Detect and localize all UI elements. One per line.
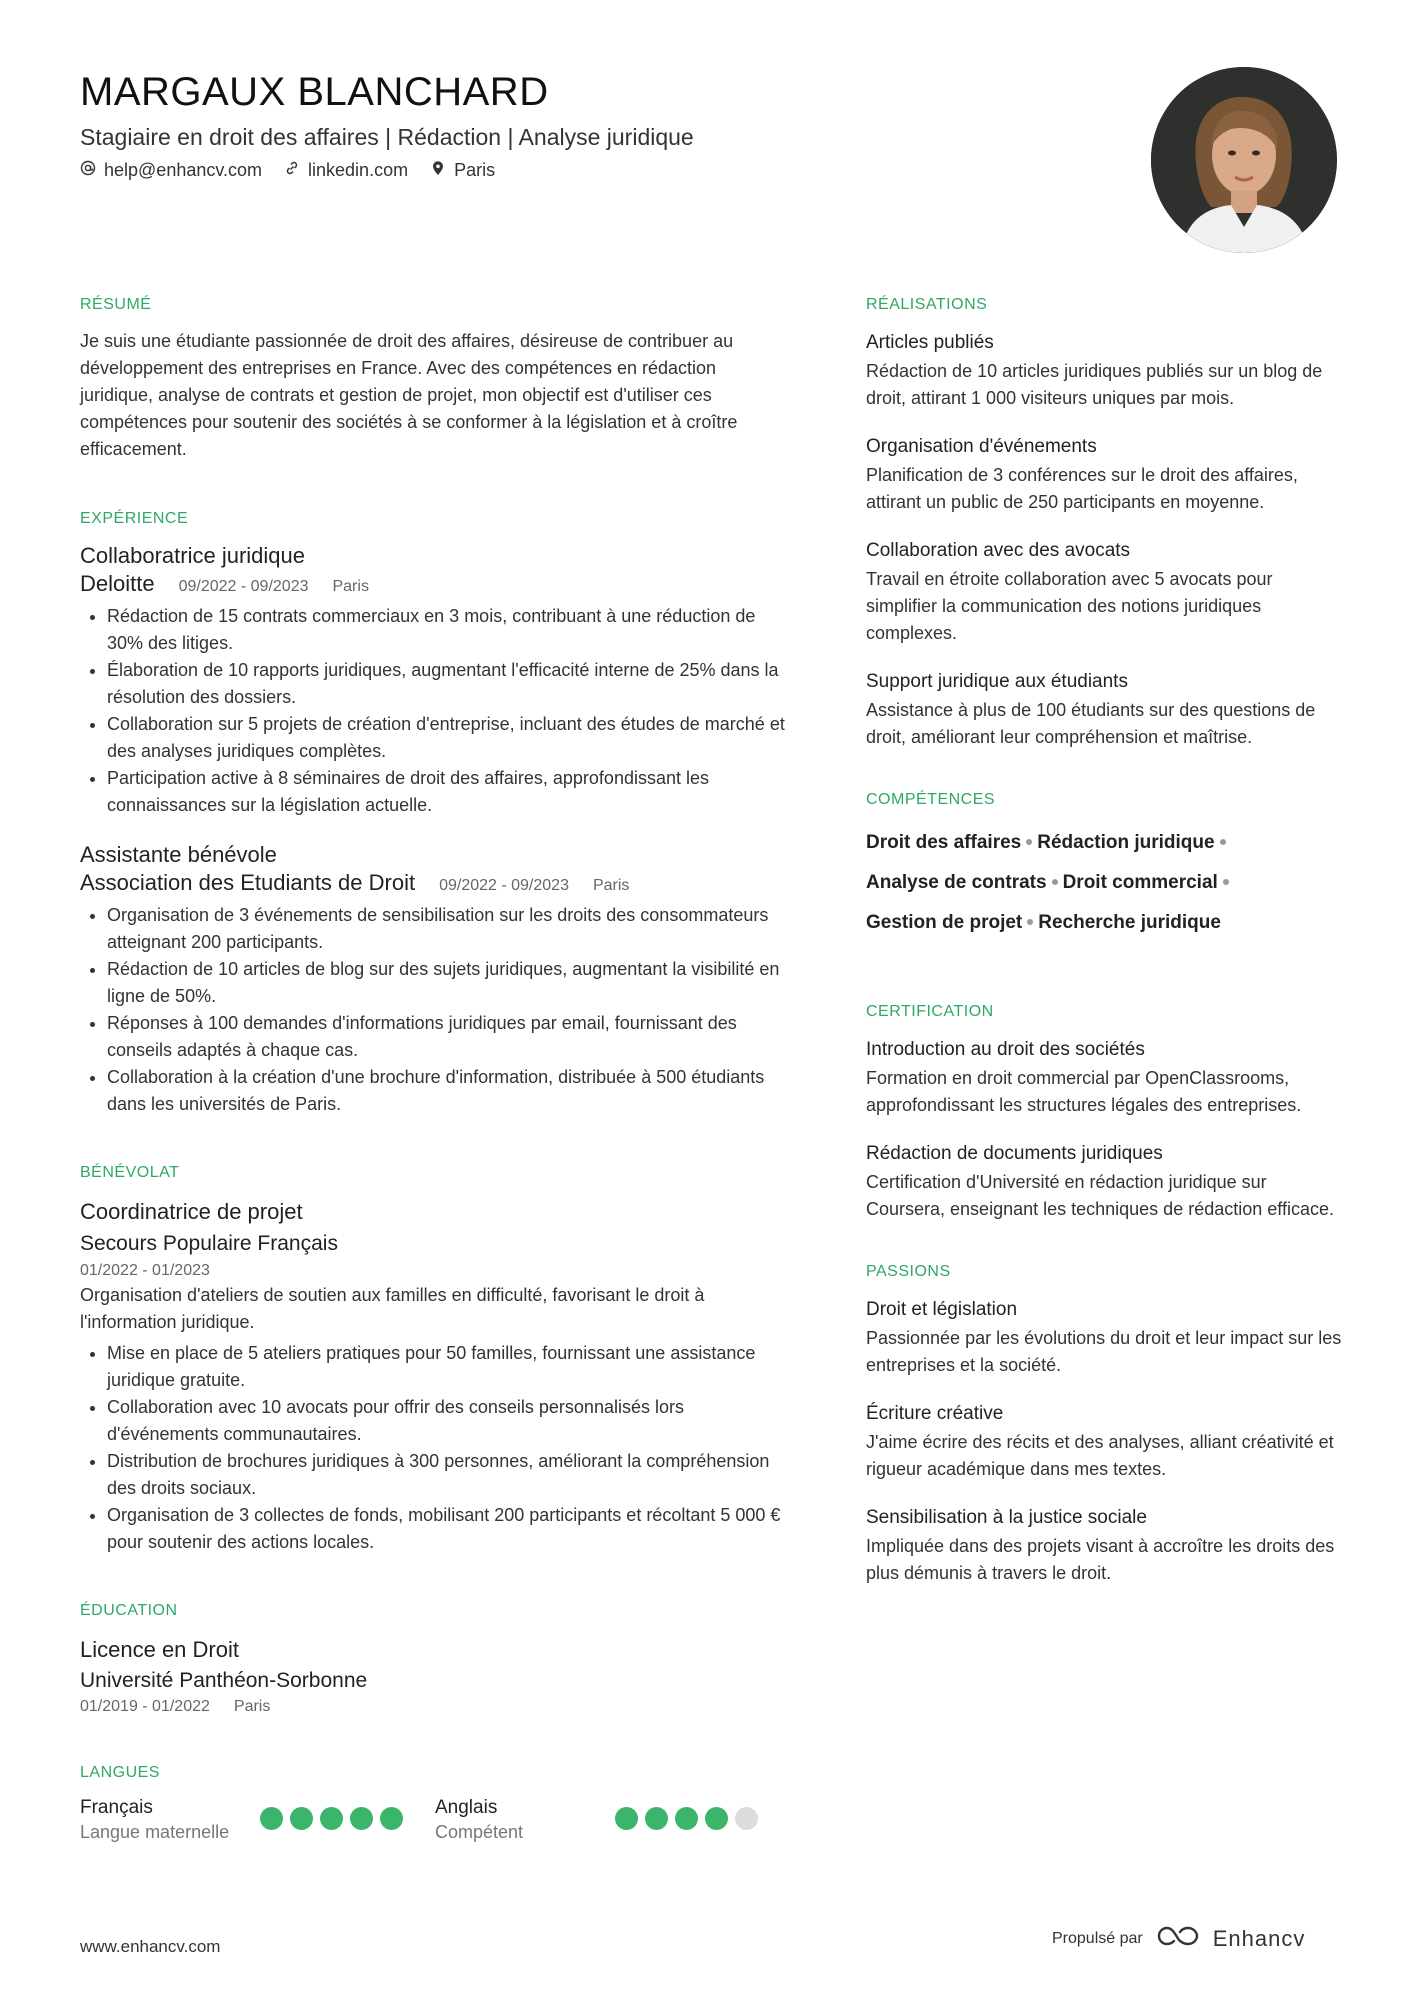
bullet-item: • Mise en place de 5 ateliers pratiques pour 50 familles, fournissant une assistance juridique gratuite.	[107, 1340, 790, 1394]
at-icon	[80, 160, 96, 181]
achievement-desc: Travail en étroite collaboration avec 5 avocats pour simplifier la communication des notions juridiques complexes.	[866, 569, 1273, 643]
linkedin-text: linkedin.com	[308, 160, 409, 180]
skill-row	[866, 863, 1346, 903]
section-title-resume: RÉSUMÉ	[80, 296, 152, 313]
contact-location	[430, 160, 495, 181]
passion-title: Droit et législation	[866, 1299, 1018, 1320]
bullet-item: • Collaboration à la création d'une brochure d'information, distribuée à 500 étudiants dans les universités de Paris.	[107, 1064, 790, 1118]
resume-section	[80, 296, 790, 463]
rating-dot-filled	[675, 1807, 698, 1830]
language-level: Compétent	[435, 1822, 524, 1842]
achievement-title: Support juridique aux étudiants	[866, 671, 1128, 692]
candidate-name: MARGAUX BLANCHARD	[80, 70, 549, 114]
bullet-item: • Organisation de 3 collectes de fonds, mobilisant 200 participants et récoltant 5 000 € pour soutenir des actions locales.	[107, 1502, 790, 1556]
skills-section	[866, 791, 1346, 943]
section-title-achievements: RÉALISATIONS	[866, 296, 988, 313]
rating-dot-filled	[320, 1807, 343, 1830]
right-column	[866, 296, 1346, 1607]
language-rating	[615, 1807, 758, 1830]
brand-name: Enhancv	[1212, 1925, 1306, 1951]
passion-item	[866, 1503, 1346, 1587]
passion-item	[866, 1399, 1346, 1483]
certification-title: Rédaction de documents juridiques	[866, 1143, 1163, 1164]
email-text: help@enhancv.com	[104, 160, 263, 180]
skill-tag: Analyse de contrats	[866, 872, 1047, 893]
bullet-item: • Collaboration avec 10 avocats pour offrir des conseils personnalisés lors d'événements communautaires.	[107, 1394, 790, 1448]
achievement-desc: Rédaction de 10 articles juridiques publiés sur un blog de droit, attirant 1 000 visiteurs uniques par mois.	[866, 361, 1323, 408]
section-title-certification: CERTIFICATION	[866, 1003, 994, 1020]
section-title-languages: LANGUES	[80, 1764, 160, 1781]
skills-list	[866, 823, 1346, 943]
job-bullets	[80, 603, 790, 819]
separator-dot	[1220, 839, 1226, 845]
experience-section	[80, 510, 790, 1118]
footer-brand[interactable]	[1052, 1924, 1305, 1953]
languages-section	[80, 1764, 790, 1844]
volunteer-role: Coordinatrice de projet	[80, 1199, 303, 1224]
job-title: Collaboratrice juridique	[80, 543, 306, 568]
bullet-item: • Rédaction de 10 articles de blog sur des sujets juridiques, augmentant la visibilité en ligne de 50%.	[107, 956, 790, 1010]
passion-desc: J'aime écrire des récits et des analyses, alliant créativité et rigueur académique dans mes textes.	[866, 1432, 1334, 1479]
contact-linkedin[interactable]	[284, 160, 408, 181]
section-title-passions: PASSIONS	[866, 1263, 951, 1280]
language-level: Langue maternelle	[80, 1822, 230, 1842]
achievement-item	[866, 328, 1346, 412]
skill-tag: Rédaction juridique	[1037, 832, 1215, 853]
passion-desc: Impliquée dans des projets visant à accroître les droits des plus démunis à travers le droit.	[866, 1536, 1335, 1583]
section-title-skills: COMPÉTENCES	[866, 791, 996, 808]
powered-by-text: Propulsé par	[1052, 1929, 1143, 1947]
language-item	[80, 1796, 435, 1844]
job-bullets	[80, 902, 790, 1118]
volunteer-dates: 01/2022 - 01/2023	[80, 1262, 210, 1279]
certification-title: Introduction au droit des sociétés	[866, 1039, 1145, 1060]
bullet-item: • Élaboration de 10 rapports juridiques, augmentant l'efficacité interne de 25% dans la résolution des dossiers.	[107, 657, 790, 711]
enhancv-logo-icon	[1155, 1924, 1201, 1953]
volunteer-description: Organisation d'ateliers de soutien aux familles en difficulté, favorisant le droit à l'information juridique.	[80, 1285, 705, 1332]
language-item	[435, 1796, 790, 1844]
location-pin-icon	[430, 160, 446, 181]
separator-dot	[1026, 839, 1032, 845]
separator-dot	[1027, 919, 1033, 925]
bullet-item: • Participation active à 8 séminaires de droit des affaires, approfondissant les connaissances sur la législation actuelle.	[107, 765, 790, 819]
link-icon	[284, 160, 300, 181]
rating-dot-filled	[705, 1807, 728, 1830]
achievement-title: Organisation d'événements	[866, 436, 1097, 457]
languages-list	[80, 1796, 790, 1844]
skill-row	[866, 903, 1346, 943]
separator-dot	[1223, 879, 1229, 885]
passion-item	[866, 1295, 1346, 1379]
left-column	[80, 296, 790, 1844]
education-section	[80, 1602, 790, 1718]
candidate-subtitle: Stagiaire en droit des affaires | Rédaction | Analyse juridique	[80, 124, 694, 150]
language-name: Anglais	[435, 1797, 498, 1818]
achievements-section	[866, 296, 1346, 751]
bullet-item: • Organisation de 3 événements de sensibilisation sur les droits des consommateurs atteignant 200 participants.	[107, 902, 790, 956]
school-name: Université Panthéon-Sorbonne	[80, 1669, 368, 1692]
achievement-desc: Assistance à plus de 100 étudiants sur des questions de droit, améliorant leur compréhension et maîtrise.	[866, 700, 1316, 747]
education-meta	[80, 1696, 790, 1718]
footer-website-link[interactable]: www.enhancv.com	[80, 1937, 221, 1956]
resume-text: Je suis une étudiante passionnée de droit des affaires, désireuse de contribuer au développement des entreprises en France. Avec des compétences en rédaction juridique, analyse de contrats et gestion de projet, mon objectif est d'utiliser ces compétences pour soutenir des sociétés à se conformer à la législation et à croître efficacement.	[80, 331, 738, 459]
job-location: Paris	[592, 877, 630, 894]
bullet-item: • Rédaction de 15 contrats commerciaux en 3 mois, contribuant à une réduction de 30% des litiges.	[107, 603, 790, 657]
contact-email[interactable]	[80, 160, 262, 181]
job-dates: 09/2022 - 09/2023	[178, 578, 309, 595]
company-name: Deloitte	[80, 571, 155, 596]
bullet-item: • Distribution de brochures juridiques à 300 personnes, améliorant la compréhension des droits sociaux.	[107, 1448, 790, 1502]
bullet-item: • Réponses à 100 demandes d'informations juridiques par email, fournissant des conseils adaptés à chaque cas.	[107, 1010, 790, 1064]
rating-dot-filled	[260, 1807, 283, 1830]
job-meta	[80, 570, 790, 601]
separator-dot	[1052, 879, 1058, 885]
job-dates: 09/2022 - 09/2023	[439, 877, 569, 894]
volunteer-bullets	[80, 1340, 790, 1556]
achievement-item	[866, 536, 1346, 647]
achievement-desc: Planification de 3 conférences sur le droit des affaires, attirant un public de 250 participants en moyenne.	[866, 465, 1298, 512]
contact-bar	[80, 160, 495, 181]
skill-tag: Gestion de projet	[866, 912, 1023, 933]
skill-tag: Droit des affaires	[866, 832, 1022, 853]
company-name: Association des Etudiants de Droit	[80, 870, 416, 895]
certification-desc: Formation en droit commercial par OpenClassrooms, approfondissant les structures légales des entreprises.	[866, 1068, 1302, 1115]
experience-item	[80, 542, 790, 819]
achievement-item	[866, 667, 1346, 751]
rating-dot-filled	[290, 1807, 313, 1830]
job-title: Assistante bénévole	[80, 842, 277, 867]
passion-title: Sensibilisation à la justice sociale	[866, 1507, 1147, 1528]
certification-item	[866, 1035, 1346, 1119]
skill-tag: Recherche juridique	[1038, 912, 1221, 933]
job-meta	[80, 869, 790, 900]
rating-dot-filled	[615, 1807, 638, 1830]
education-location: Paris	[233, 1698, 271, 1715]
rating-dot-filled	[645, 1807, 668, 1830]
language-rating	[260, 1807, 403, 1830]
certification-section	[866, 1003, 1346, 1223]
section-title-experience: EXPÉRIENCE	[80, 510, 189, 527]
skill-tag: Droit commercial	[1062, 872, 1218, 893]
certification-desc: Certification d'Université en rédaction juridique sur Coursera, enseignant les techniques de rédaction efficace.	[866, 1172, 1334, 1219]
experience-item	[80, 841, 790, 1118]
passion-desc: Passionnée par les évolutions du droit et leur impact sur les entreprises et la société.	[866, 1328, 1342, 1375]
achievement-item	[866, 432, 1346, 516]
language-name: Français	[80, 1797, 153, 1818]
education-dates: 01/2019 - 01/2022	[80, 1698, 210, 1715]
section-title-volunteer: BÉNÉVOLAT	[80, 1164, 180, 1181]
degree: Licence en Droit	[80, 1637, 239, 1662]
section-title-education: ÉDUCATION	[80, 1602, 178, 1619]
profile-photo	[1151, 67, 1337, 253]
skill-row	[866, 823, 1346, 863]
bullet-item: • Collaboration sur 5 projets de création d'entreprise, incluant des études de marché et des analyses juridiques complètes.	[107, 711, 790, 765]
passions-section	[866, 1263, 1346, 1587]
rating-dot-empty	[735, 1807, 758, 1830]
passion-title: Écriture créative	[866, 1403, 1004, 1424]
certification-item	[866, 1139, 1346, 1223]
achievement-title: Collaboration avec des avocats	[866, 540, 1131, 561]
achievement-title: Articles publiés	[866, 332, 994, 353]
volunteer-section	[80, 1164, 790, 1556]
rating-dot-filled	[380, 1807, 403, 1830]
volunteer-org: Secours Populaire Français	[80, 1232, 338, 1255]
location-text: Paris	[454, 160, 496, 180]
job-location: Paris	[332, 578, 369, 595]
rating-dot-filled	[350, 1807, 373, 1830]
